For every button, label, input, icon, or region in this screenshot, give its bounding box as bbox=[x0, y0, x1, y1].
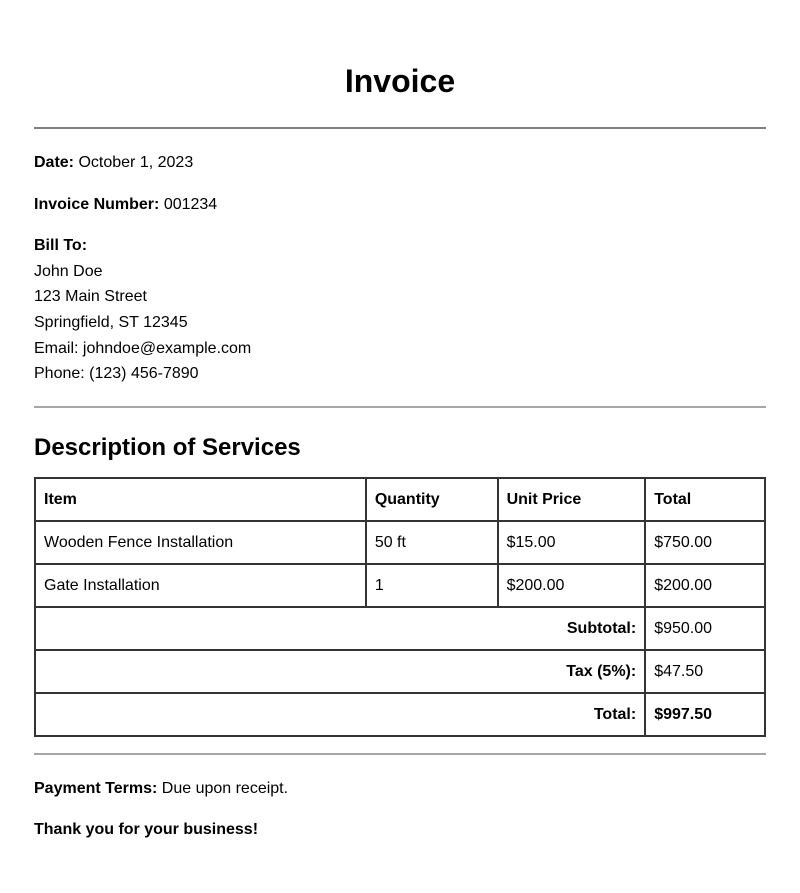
bill-to-label: Bill To: bbox=[34, 237, 88, 254]
cell-total: $200.00 bbox=[645, 564, 765, 607]
subtotal-row bbox=[35, 607, 765, 650]
total-label: Total: bbox=[35, 693, 645, 736]
payment-terms-label: Payment Terms: bbox=[34, 780, 158, 797]
total-value: $997.50 bbox=[645, 693, 765, 736]
payment-terms-line bbox=[34, 779, 288, 799]
column-header-item: Item bbox=[35, 478, 366, 521]
divider-middle bbox=[34, 406, 766, 408]
date-value: October 1, 2023 bbox=[78, 154, 194, 171]
table-header-row bbox=[35, 478, 765, 521]
services-table bbox=[34, 477, 766, 737]
thank-you-line bbox=[34, 820, 258, 840]
bill-to-email: Email: johndoe@example.com bbox=[34, 340, 252, 357]
total-row bbox=[35, 693, 765, 736]
tax-label: Tax (5%): bbox=[35, 650, 645, 693]
tax-value: $47.50 bbox=[645, 650, 765, 693]
cell-quantity: 1 bbox=[366, 564, 498, 607]
tax-row bbox=[35, 650, 765, 693]
cell-item: Wooden Fence Installation bbox=[35, 521, 366, 564]
bill-to-city: Springfield, ST 12345 bbox=[34, 314, 188, 331]
bill-to-name: John Doe bbox=[34, 263, 103, 280]
thank-you-text: Thank you for your business! bbox=[34, 821, 259, 838]
cell-quantity: 50 ft bbox=[366, 521, 498, 564]
subtotal-label: Subtotal: bbox=[35, 607, 645, 650]
divider-top bbox=[34, 127, 766, 129]
table-row bbox=[35, 564, 765, 607]
cell-unit-price: $200.00 bbox=[498, 564, 646, 607]
invoice-number-value: 001234 bbox=[163, 196, 218, 213]
bill-to-phone: Phone: (123) 456-7890 bbox=[34, 365, 199, 382]
date-line bbox=[34, 153, 193, 173]
invoice-title: Invoice bbox=[344, 63, 456, 99]
cell-total: $750.00 bbox=[645, 521, 765, 564]
invoice-number-label: Invoice Number: bbox=[34, 196, 160, 213]
payment-terms-value: Due upon receipt. bbox=[161, 780, 289, 797]
invoice-number-line bbox=[34, 195, 217, 215]
column-header-unit-price: Unit Price bbox=[498, 478, 646, 521]
cell-unit-price: $15.00 bbox=[498, 521, 646, 564]
column-header-total: Total bbox=[645, 478, 765, 521]
subtotal-value: $950.00 bbox=[645, 607, 765, 650]
table-row bbox=[35, 521, 765, 564]
divider-bottom bbox=[34, 753, 766, 755]
services-heading: Description of Services bbox=[34, 434, 301, 461]
column-header-quantity: Quantity bbox=[366, 478, 498, 521]
date-label: Date: bbox=[34, 154, 75, 171]
bill-to-street: 123 Main Street bbox=[34, 288, 147, 305]
cell-item: Gate Installation bbox=[35, 564, 366, 607]
